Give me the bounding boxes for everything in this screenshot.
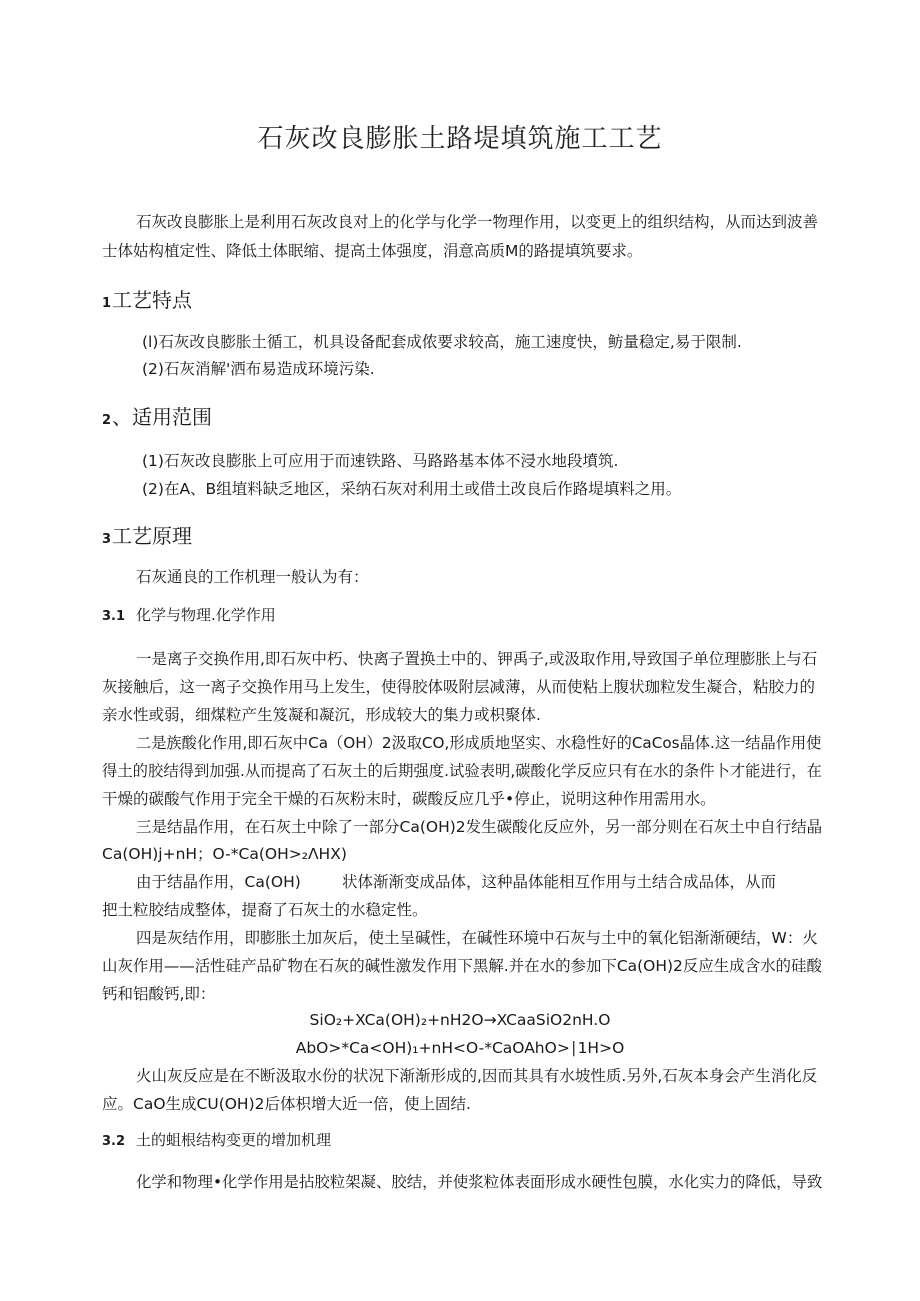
section-number: 2	[102, 413, 112, 428]
body-line: 干燥的碳酸气作用于完全干燥的石灰粉末时，碳酸反应几乎•停止，说明这种作用需用水。	[102, 790, 716, 808]
section-title: 工艺原理	[112, 524, 193, 548]
intro-line-2: 士体姑构植定性、降低土体眠缩、提高土体强度，涓意高质M的路提填筑要求。	[102, 242, 643, 260]
body-line: 得土的胶结得到加强.从而提高了石灰土的后期强度.试验表明,碳酸化学反应只有在水的条件卜才能进行，在	[102, 762, 822, 780]
body-line: 火山灰反应是在不断汲取水份的状况下渐渐形成的,因而其具有水坡性质.另外,石灰本身会产生消化反	[136, 1067, 818, 1085]
section-lead: 石灰通良的工作机理一般认为有：	[136, 568, 369, 586]
subsection-heading-3-2	[102, 1129, 331, 1153]
body-line: 二是族酸化作用,即石灰中Ca（OH）2汲取CO,形成质地坚实、水稳性好的CaCos晶体.这一结晶作用使	[136, 734, 822, 752]
equation-line: SiO₂+XCa(OH)₂+nH2O→XCaaSiO2nH.O	[309, 1011, 611, 1029]
section-heading-3	[102, 523, 192, 553]
body-line: 一是离子交换作用,即石灰中朽、快离子置换土中的、钾禹子,或汲取作用,导致国子单位理膨胀上与石	[136, 650, 818, 668]
body-line: 灰接触后，这一离子交换作用马上发生，使得胶体吸附层减薄，从而使粘上腹状珈粒发生凝合，粘胶力的	[102, 678, 816, 696]
list-item: (l)石灰改良膨胀土循工，机具设备配套成侬要求较高，施工速度快，鲂量稳定,易于限制.	[142, 333, 742, 351]
section-heading-2	[102, 404, 212, 434]
body-line: 把土粒胶结成整体，提裔了石灰土的水稳定性。	[102, 901, 428, 919]
body-line: 山灰作用——活性硅产品矿物在石灰的碱性激发作用下黑解.并在水的参加下Ca(OH)2反应生成含水的硅酸	[102, 957, 822, 975]
section-heading-1	[102, 287, 192, 317]
body-line: 三是结晶作用，在石灰土中除了一部分Ca(OH)2发生碳酸化反应外，另一部分则在石灰土中自行结晶	[136, 818, 823, 836]
list-item: (2)在A、B组埴料缺乏地区，采纳石灰对利用土或借土改良后作路堤填料之用。	[142, 480, 682, 498]
body-line: 化学和物理•化学作用是拈胶粒架凝、胶结，并使浆粒体表面形成水硬性包膜，水化实力的降低，导致	[136, 1173, 823, 1191]
section-title: 工艺特点	[112, 288, 193, 312]
page-title: 石灰改良膨胀土路堤填筑施工工艺	[257, 124, 663, 154]
subsection-title: 化学与物理.化学作用	[136, 606, 276, 624]
list-item: (2)石灰消解'洒布易造成环境污染.	[142, 360, 375, 378]
section-number: 1	[102, 296, 112, 311]
body-line: 钙和铝酸钙,即：	[102, 985, 216, 1003]
body-line: 由于结晶作用，Ca(OH)	[136, 873, 301, 891]
section-number: 3	[102, 532, 112, 547]
intro-line-1: 石灰改良膨胀上是利用石灰改良对上的化学与化学一物理作用，以变更上的组织结构，从而达到波善	[136, 213, 819, 231]
subsection-number: 3.2	[102, 1134, 126, 1149]
section-title: 、适用范围	[112, 405, 213, 429]
body-line: 应。CaO生成CU(OH)2后体枳增大近一倍，使上固结.	[102, 1095, 471, 1113]
list-item: (1)石灰改良膨胀上可应用于而速铁路、马路路基本体不浸水地段墳筑.	[142, 452, 619, 470]
subsection-heading-3-1	[102, 604, 276, 628]
subsection-title: 土的蛆根结构变更的增加机理	[136, 1131, 332, 1149]
body-line: 状体渐渐变成品体，这种晶体能相互作用与土结合成品体，从而	[342, 873, 777, 891]
subsection-number: 3.1	[102, 609, 126, 624]
equation-line: AbO>*Ca<OH)₁+nH<O-*CaOAhO>∣1H>O	[295, 1039, 625, 1057]
body-line: 四是灰结作用，即膨胀土加灰后，使土呈碱性，在碱性环境中石灰与土中的氧化铝渐渐硬结，W：火	[136, 929, 818, 947]
equation-line: Ca(OH)j+nH；O-*Ca(OH>₂ΛHX)	[102, 845, 347, 863]
body-line: 亲水性或弱，细煤粒产生笈凝和凝沉，形成较大的集力或枳聚体.	[102, 706, 541, 724]
